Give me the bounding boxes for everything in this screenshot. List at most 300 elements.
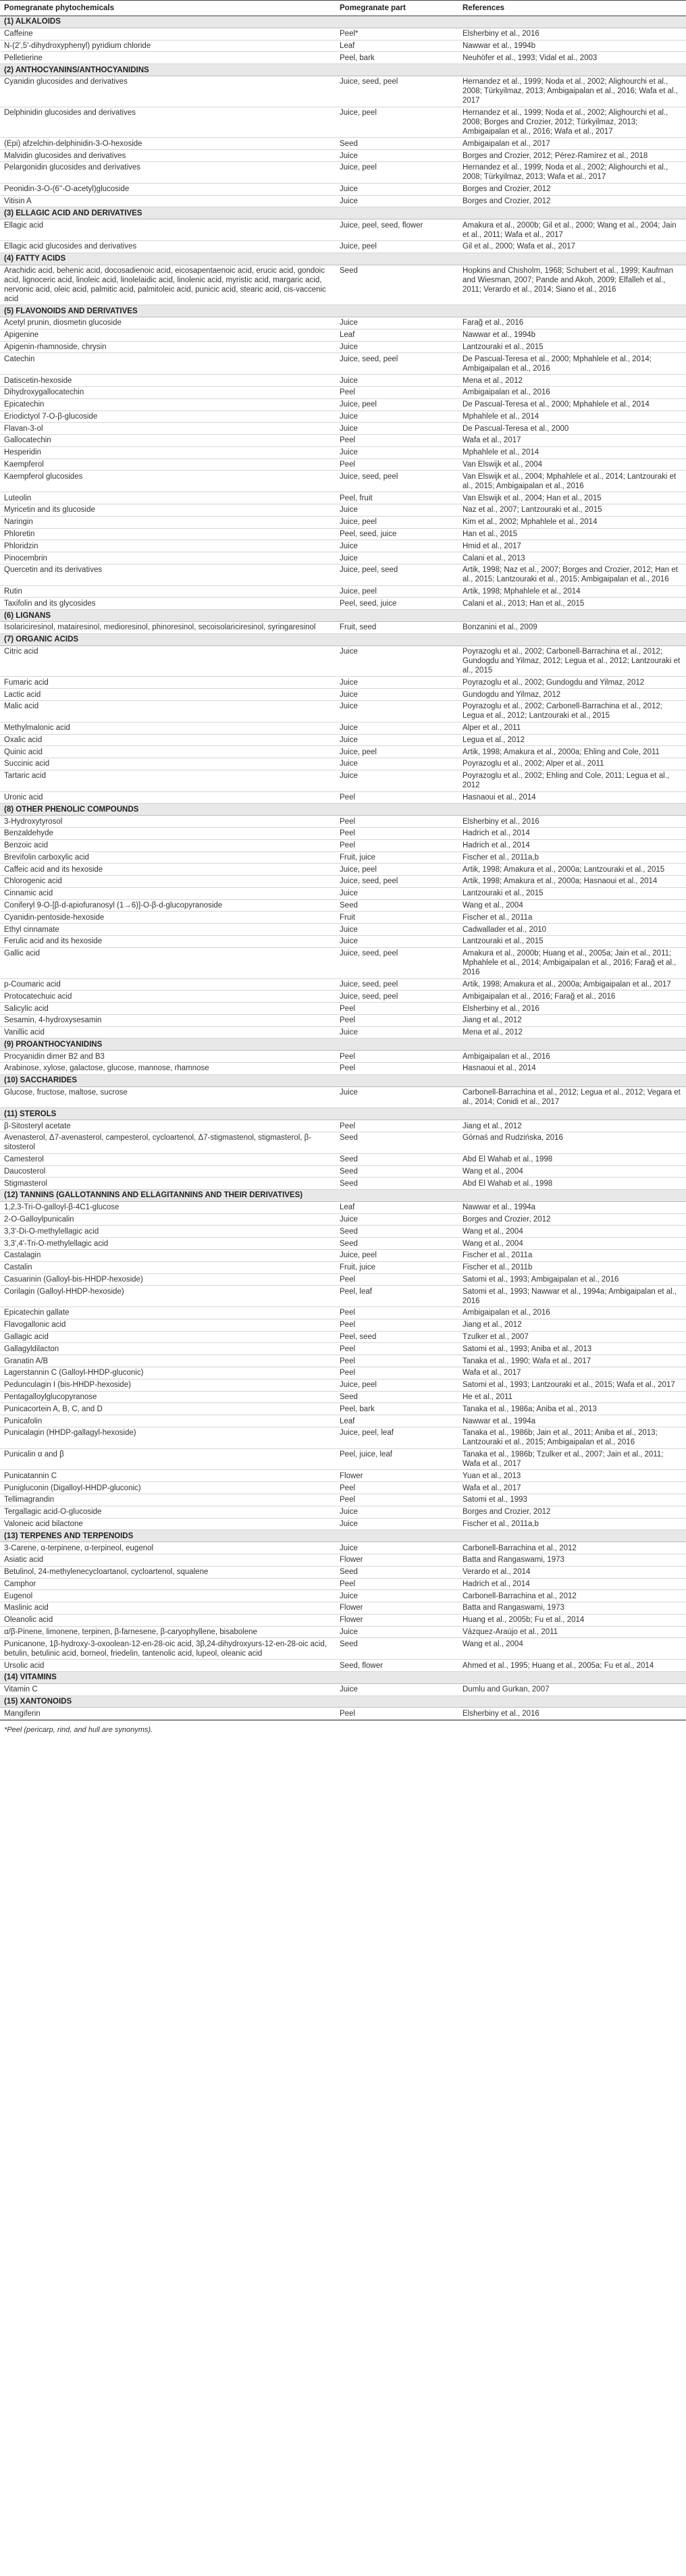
table-row [0,899,686,912]
header-part: Pomegranate part [336,1,458,16]
phytochemical-cell: Dihydroxygallocatechin [0,386,336,398]
table-row [0,816,686,828]
references-cell: Ahmed et al., 1995; Huang et al., 2005a; Fu et al., 2014 [458,1660,686,1672]
references-cell: Hernandez et al., 1999; Noda et al., 2002; Alighourchi et al., 2008; Türkyilmaz, 2013; Ambigaipalan et al., 2016; Wafa et al., 2017 [458,76,686,107]
table-row [0,1518,686,1530]
table-row [0,689,686,701]
references-cell: Bonzanini et al., 2009 [458,622,686,634]
part-cell: Peel [336,1063,458,1075]
phytochemical-cell: Gallic acid [0,947,336,978]
references-cell: Abd El Wahab et al., 1998 [458,1153,686,1165]
table-row [0,240,686,253]
table-row [0,1153,686,1165]
part-cell: Peel [336,827,458,839]
footnote: *Peel (pericarp, rind, and hull are synonyms). [0,1720,686,1739]
references-cell: Hernandez et al., 1999; Noda et al., 2002; Alighourchi et al., 2008; Türkyilmaz, 2013; Wafa et al., 2017 [458,162,686,184]
part-cell: Juice [336,887,458,899]
phytochemical-cell: 3-Hydroxytyrosol [0,816,336,828]
table-row [0,1063,686,1075]
table-row [0,1391,686,1403]
table-row [0,1178,686,1190]
references-cell: Nawwar et al., 1994b [458,40,686,52]
references-cell: Wang et al., 2004 [458,1226,686,1238]
section-row [0,1671,686,1683]
phytochemical-cell: Procyanidin dimer B2 and B3 [0,1051,336,1063]
table-row [0,1273,686,1286]
references-cell: Amakura et al., 2000b; Gil et al., 2000; Wang et al., 2004; Jain et al., 2011; Wafa et al., 2017 [458,219,686,241]
references-cell: Wang et al., 2004 [458,1165,686,1178]
phytochemical-cell: Quercetin and its derivatives [0,564,336,585]
part-cell: Juice, peel [336,1249,458,1261]
references-cell: Satomi et al., 1993 [458,1494,686,1506]
part-cell: Peel, fruit [336,492,458,504]
references-cell: Poyrazoglu et al., 2002; Carbonell-Barrachina et al., 2012; Legua et al., 2012; Lantzouraki et al., 2015 [458,700,686,722]
part-cell: Seed [336,899,458,912]
part-cell: Juice [336,936,458,948]
phytochemical-cell: 3,3',4'-Tri-O-methylellagic acid [0,1238,336,1250]
section-row [0,207,686,219]
table-row [0,504,686,517]
phytochemical-cell: Kaempferol [0,458,336,471]
phytochemical-cell: 3,3'-Di-O-methylellagic acid [0,1226,336,1238]
phytochemical-cell: Daucosterol [0,1165,336,1178]
references-cell: Artik, 1998; Mphahlele et al., 2014 [458,585,686,598]
references-cell: Ambigaipalan et al., 2017 [458,138,686,150]
phytochemical-cell: Protocatechuic acid [0,991,336,1003]
phytochemical-cell: Camphor [0,1578,336,1590]
phytochemical-cell: Pedunculagin I (bis-HHDP-hexoside) [0,1379,336,1391]
part-cell: Flower [336,1614,458,1626]
phytochemical-cell: Tartaric acid [0,770,336,791]
phytochemical-cell: Mangiferin [0,1708,336,1720]
part-cell: Juice, peel, seed [336,564,458,585]
references-cell: Elsherbiny et al., 2016 [458,816,686,828]
references-cell: Jiang et al., 2012 [458,1120,686,1132]
part-cell: Seed [336,1226,458,1238]
table-row [0,876,686,888]
table-row [0,1261,686,1273]
table-row [0,1590,686,1602]
part-cell: Seed [336,1391,458,1403]
table-header [0,1,686,16]
phytochemical-cell: 1,2,3-Tri-O-galloyl-β-4C1-glucose [0,1201,336,1213]
table-row [0,598,686,610]
section-row [0,64,686,76]
table-row [0,423,686,435]
references-cell: Calani et al., 2013; Han et al., 2015 [458,598,686,610]
references-cell: Han et al., 2015 [458,528,686,540]
phytochemical-cell: Taxifolin and its glycosides [0,598,336,610]
references-cell: Van Elswijk et al., 2004 [458,458,686,471]
phytochemical-cell: Ellagic acid glucosides and derivatives [0,240,336,253]
table-row [0,458,686,471]
section-title: (9) PROANTHOCYANIDINS [0,1039,686,1051]
part-cell: Juice [336,758,458,770]
phytochemical-cell: Eugenol [0,1590,336,1602]
phytochemical-cell: Oleanolic acid [0,1614,336,1626]
references-cell: Satomi et al., 1993; Aniba et al., 2013 [458,1343,686,1355]
table-row [0,341,686,353]
phytochemical-cell: 2-O-Galloylpunicalin [0,1213,336,1226]
table-row [0,646,686,677]
table-row [0,1602,686,1614]
section-title: (10) SACCHARIDES [0,1074,686,1086]
part-cell: Peel [336,1319,458,1331]
part-cell: Juice [336,1213,458,1226]
part-cell: Juice [336,770,458,791]
phytochemical-cell: Tellimagrandin [0,1494,336,1506]
references-cell: Borges and Crozier, 2012 [458,1506,686,1518]
references-cell: Mena et al., 2012 [458,375,686,387]
references-cell: Alper et al., 2011 [458,722,686,734]
references-cell: Lantzouraki et al., 2015 [458,887,686,899]
phytochemical-cell: Chlorogenic acid [0,876,336,888]
table-row [0,1355,686,1367]
table-row [0,317,686,330]
phytochemical-cell: Lagerstannin C (Galloyl-HHDP-gluconic) [0,1367,336,1379]
phytochemical-cell: Acetyl prunin, diosmetin glucoside [0,317,336,330]
references-cell: Artik, 1998; Amakura et al., 2000a; Lantzouraki et al., 2015 [458,864,686,876]
table-row [0,677,686,689]
part-cell: Peel [336,386,458,398]
table-row [0,1566,686,1578]
table-row [0,887,686,899]
part-cell: Juice, peel [336,162,458,184]
part-cell: Juice [336,195,458,207]
table-row [0,1415,686,1427]
references-cell: Calani et al., 2013 [458,552,686,564]
phytochemical-cell: Maslinic acid [0,1602,336,1614]
phytochemical-cell: Apigenine [0,329,336,341]
table-row [0,1331,686,1343]
table-row [0,1051,686,1063]
table-row [0,1708,686,1720]
phytochemical-cell: Castalagin [0,1249,336,1261]
table-row [0,52,686,64]
header-references: References [458,1,686,16]
references-cell: Satomi et al., 1993; Lantzouraki et al., 2015; Wafa et al., 2017 [458,1379,686,1391]
table-row [0,1286,686,1307]
part-cell: Seed, flower [336,1660,458,1672]
part-cell: Juice [336,1590,458,1602]
part-cell: Juice [336,375,458,387]
table-row [0,540,686,552]
table-row [0,770,686,791]
references-cell: Borges and Crozier, 2012 [458,183,686,195]
references-cell: Legua et al., 2012 [458,734,686,746]
phytochemical-cell: Stigmasterol [0,1178,336,1190]
part-cell: Seed [336,138,458,150]
part-cell: Juice, seed, peel [336,76,458,107]
references-cell: Naz et al., 2007; Lantzouraki et al., 2015 [458,504,686,517]
part-cell: Seed [336,1165,458,1178]
part-cell: Juice, peel [336,240,458,253]
part-cell: Juice, peel [336,107,458,138]
table-row [0,1367,686,1379]
phytochemical-cell: Eriodictyol 7-O-β-glucoside [0,411,336,423]
table-row [0,1542,686,1554]
references-cell: Verardo et al., 2014 [458,1566,686,1578]
references-cell: Fischer et al., 2011a [458,1249,686,1261]
references-cell: Hasnaoui et al., 2014 [458,791,686,804]
part-cell: Juice [336,504,458,517]
references-cell: Elsherbiny et al., 2016 [458,1003,686,1015]
table-row [0,329,686,341]
part-cell: Flower [336,1554,458,1566]
references-cell: Artik, 1998; Naz et al., 2007; Borges and Crozier, 2012; Han et al., 2015; Lantzouraki et al., 2015; Ambigaipalan et al., 2016 [458,564,686,585]
table-row [0,1249,686,1261]
table-row [0,1448,686,1470]
part-cell: Peel [336,1307,458,1319]
phytochemical-cell: Pelletierine [0,52,336,64]
section-title: (6) LIGNANS [0,610,686,622]
phytochemical-cell: Pinocembrin [0,552,336,564]
references-cell: Tzulker et al., 2007 [458,1331,686,1343]
table-row [0,758,686,770]
table-row [0,1660,686,1672]
table-row [0,734,686,746]
section-row [0,253,686,265]
part-cell: Peel [336,1367,458,1379]
table-row [0,1614,686,1626]
table-row [0,864,686,876]
references-cell: Batta and Rangaswami, 1973 [458,1602,686,1614]
table-row [0,353,686,375]
phytochemical-cell: Coniferyl 9-O-[β-d-apiofuranosyl (1→6)]-O-β-d-glucopyranoside [0,899,336,912]
section-title: (2) ANTHOCYANINS/ANTHOCYANIDINS [0,64,686,76]
table-row [0,1578,686,1590]
phytochemical-cell: Corilagin (Galloyl-HHDP-hexoside) [0,1286,336,1307]
part-cell: Fruit, juice [336,851,458,864]
part-cell: Juice [336,411,458,423]
part-cell: Peel, juice, leaf [336,1448,458,1470]
part-cell: Leaf [336,1415,458,1427]
phytochemical-cell: Phloretin [0,528,336,540]
references-cell: Lantzouraki et al., 2015 [458,341,686,353]
phytochemical-cell: Camesterol [0,1153,336,1165]
references-cell: Wang et al., 2004 [458,1238,686,1250]
references-cell: Wang et al., 2004 [458,899,686,912]
references-cell: Ambigaipalan et al., 2016 [458,1307,686,1319]
table-row [0,528,686,540]
table-row [0,1165,686,1178]
table-row [0,827,686,839]
part-cell: Peel [336,1343,458,1355]
phytochemical-cell: Betulinol, 24-methylenecycloartanol, cycloartenol, squalene [0,1566,336,1578]
references-cell: Artik, 1998; Amakura et al., 2000a; Ehling and Cole, 2011 [458,746,686,758]
references-cell: Gil et al., 2000; Wafa et al., 2017 [458,240,686,253]
table-row [0,991,686,1003]
table-row [0,912,686,924]
part-cell: Peel [336,1355,458,1367]
header-phytochemicals: Pomegranate phytochemicals [0,1,336,16]
table-row [0,1086,686,1108]
part-cell: Juice [336,341,458,353]
table-row [0,1003,686,1015]
table-row [0,1494,686,1506]
phytochemical-cell: Brevifolin carboxylic acid [0,851,336,864]
part-cell: Seed [336,1638,458,1660]
phytochemical-cell: α/β-Pinene, limonene, terpinen, β-farnesene, β-caryophyllene, bisabolene [0,1626,336,1638]
references-cell: Wafa et al., 2017 [458,435,686,447]
phytochemical-cell: Asiatic acid [0,1554,336,1566]
section-row [0,305,686,317]
part-cell: Juice, seed, peel [336,991,458,1003]
references-cell: Artik, 1998; Amakura et al., 2000a; Ambigaipalan et al., 2017 [458,978,686,991]
references-cell: Tanaka et al., 1990; Wafa et al., 2017 [458,1355,686,1367]
part-cell: Fruit, juice [336,1261,458,1273]
table-row [0,162,686,184]
references-cell: Amakura et al., 2000b; Huang et al., 2005a; Jain et al., 2011; Mphahlele et al., 2014; Ambigaipalan et al., 2016; Farağ et al., 2016 [458,947,686,978]
references-cell: Poyrazoglu et al., 2002; Ehling and Cole, 2011; Legua et al., 2012 [458,770,686,791]
phytochemical-cell: Punicanone, 1β-hydroxy-3-oxoolean-12-en-28-oic acid, 3β,24-dihydroxyurs-12-en-28-oic acid, betulin, betulinic acid, borneol, friedelin, tantenolic acid, lupeol, oleanic acid [0,1638,336,1660]
table-row [0,552,686,564]
references-cell: Artik, 1998; Amakura et al., 2000a; Hasnaoui et al., 2014 [458,876,686,888]
part-cell: Seed [336,265,458,305]
phytochemical-cell: Peonidin-3-O-(6''-O-acetyl)glucoside [0,183,336,195]
part-cell: Peel* [336,28,458,40]
section-row [0,633,686,646]
phytochemical-cell: Cinnamic acid [0,887,336,899]
table-row [0,138,686,150]
table-row [0,1554,686,1566]
references-cell: Jiang et al., 2012 [458,1319,686,1331]
references-cell: Fischer et al., 2011a,b [458,1518,686,1530]
phytochemical-cell: Succinic acid [0,758,336,770]
table-row [0,1120,686,1132]
phytochemical-cell: N-(2',5'-dihydroxyphenyl) pyridium chloride [0,40,336,52]
references-cell: Poyrazoglu et al., 2002; Gundogdu and Yilmaz, 2012 [458,677,686,689]
references-cell: Mphahlele et al., 2014 [458,411,686,423]
part-cell: Juice [336,446,458,458]
references-cell: Hadrich et al., 2014 [458,1578,686,1590]
part-cell: Peel [336,1014,458,1026]
table-row [0,76,686,107]
part-cell: Peel [336,1708,458,1720]
references-cell: Satomi et al., 1993; Ambigaipalan et al., 2016 [458,1273,686,1286]
part-cell: Flower [336,1470,458,1482]
phytochemical-cell: Lactic acid [0,689,336,701]
phytochemical-cell: Salicylic acid [0,1003,336,1015]
part-cell: Peel, seed, juice [336,528,458,540]
table-row [0,839,686,851]
table-row [0,1470,686,1482]
part-cell: Leaf [336,329,458,341]
phytochemical-cell: 3-Carene, α-terpinene, α-terpineol, eugenol [0,1542,336,1554]
part-cell: Peel, leaf [336,1286,458,1307]
references-cell: Nawwar et al., 1994b [458,329,686,341]
phytochemical-cell: p-Coumaric acid [0,978,336,991]
part-cell: Juice, peel, seed, flower [336,219,458,241]
references-cell: Wafa et al., 2017 [458,1367,686,1379]
table-row [0,722,686,734]
table-row [0,585,686,598]
phytochemical-cell: Benzaldehyde [0,827,336,839]
part-cell: Juice, seed, peel [336,978,458,991]
part-cell: Juice [336,689,458,701]
phytochemical-cell: Avenasterol, Δ7-avenasterol, campesterol, cycloartenol, Δ7-stigmastenol, stigmasterol, β-sitosterol [0,1132,336,1153]
phytochemical-cell: Datiscetin-hexoside [0,375,336,387]
phytochemical-cell: Tergallagic acid-O-glucoside [0,1506,336,1518]
header-row [0,1,686,16]
table-row [0,1307,686,1319]
table-row [0,398,686,411]
table-row [0,851,686,864]
references-cell: Hernandez et al., 1999; Noda et al., 2002; Alighourchi et al., 2008; Borges and Crozier, 2012; Türkyilmaz, 2013; Ambigaipalan et al., 2016; Wafa et al., 2017 [458,107,686,138]
references-cell: Fischer et al., 2011a,b [458,851,686,864]
phytochemical-cell: Epicatechin [0,398,336,411]
table-row [0,183,686,195]
table-row [0,1226,686,1238]
phytochemical-cell: Pelargonidin glucosides and derivatives [0,162,336,184]
part-cell: Juice, seed, peel [336,947,458,978]
table-row [0,1343,686,1355]
table-row [0,219,686,241]
part-cell: Juice [336,150,458,162]
references-cell: Carbonell-Barrachina et al., 2012 [458,1542,686,1554]
phytochemical-cell: Apigenin-rhamnoside, chrysin [0,341,336,353]
section-row [0,610,686,622]
phytochemical-cell: Arabinose, xylose, galactose, glucose, mannose, rhamnose [0,1063,336,1075]
part-cell: Juice [336,722,458,734]
references-cell: Wafa et al., 2017 [458,1482,686,1494]
table-row [0,746,686,758]
section-title: (4) FATTY ACIDS [0,253,686,265]
references-cell: Van Elswijk et al., 2004; Mphahlele et al., 2014; Lantzouraki et al., 2015; Ambigaipalan et al., 2016 [458,471,686,492]
phytochemical-cell: Malic acid [0,700,336,722]
section-title: (5) FLAVONOIDS AND DERIVATIVES [0,305,686,317]
section-title: (11) STEROLS [0,1108,686,1120]
references-cell: Van Elswijk et al., 2004; Han et al., 2015 [458,492,686,504]
table-row [0,1506,686,1518]
phytochemical-cell: Kaempferol glucosides [0,471,336,492]
phytochemical-cell: Casuarinin (Galloyl-bis-HHDP-hexoside) [0,1273,336,1286]
part-cell: Peel, bark [336,1403,458,1415]
phytochemical-cell: Myricetin and its glucoside [0,504,336,517]
part-cell: Peel [336,1003,458,1015]
part-cell: Leaf [336,1201,458,1213]
section-row [0,804,686,816]
table-row [0,40,686,52]
part-cell: Peel [336,1578,458,1590]
part-cell: Juice, seed, peel [336,471,458,492]
part-cell: Juice [336,1086,458,1108]
part-cell: Juice [336,924,458,936]
references-cell: Fischer et al., 2011a [458,912,686,924]
table-row [0,195,686,207]
table-row [0,107,686,138]
part-cell: Juice [336,317,458,330]
part-cell: Peel [336,435,458,447]
table-row [0,924,686,936]
part-cell: Juice, peel [336,585,458,598]
references-cell: Satomi et al., 1993; Nawwar et al., 1994a; Ambigaipalan et al., 2016 [458,1286,686,1307]
phytochemical-cell: Cyanidin-pentoside-hexoside [0,912,336,924]
table-row [0,1683,686,1696]
phytochemical-cell: Granatin A/B [0,1355,336,1367]
references-cell: Hadrich et al., 2014 [458,839,686,851]
phytochemical-cell: Gallagic acid [0,1331,336,1343]
table-row [0,375,686,387]
part-cell: Juice [336,1542,458,1554]
references-cell: Ambigaipalan et al., 2016 [458,1051,686,1063]
references-cell: Tanaka et al., 1986a; Aniba et al., 2013 [458,1403,686,1415]
phytochemical-cell: Castalin [0,1261,336,1273]
table-row [0,1026,686,1039]
section-row [0,1530,686,1542]
references-cell: Lantzouraki et al., 2015 [458,936,686,948]
part-cell: Fruit [336,912,458,924]
